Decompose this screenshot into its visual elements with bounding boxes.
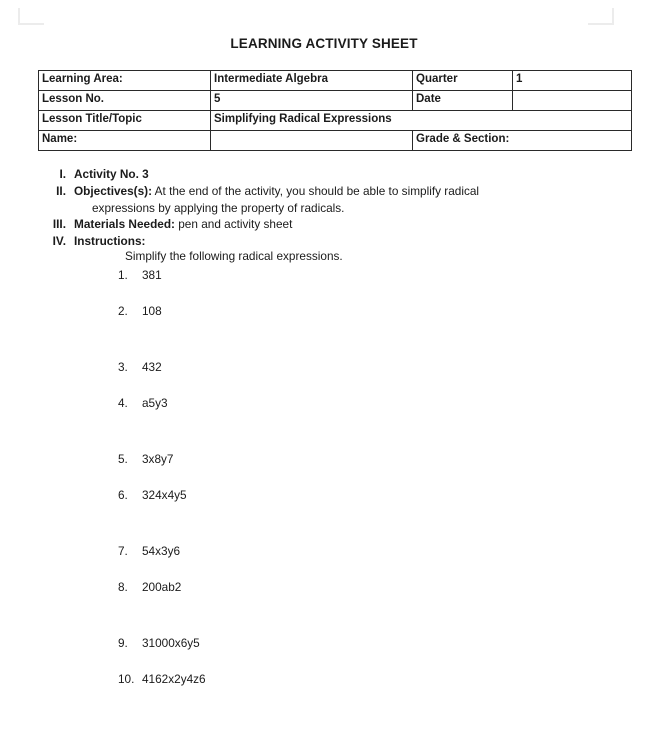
exercise-expression: 200ab2: [142, 580, 182, 594]
exercise-number: 3.: [118, 360, 128, 374]
list-item: [118, 544, 538, 559]
instruction-text: Simplify the following radical expressions.: [125, 249, 343, 263]
cell-date-value: [513, 91, 632, 111]
spacer: [118, 559, 538, 580]
table-row: [39, 131, 632, 151]
outline-content: [74, 166, 620, 183]
exercise-number: 5.: [118, 452, 128, 466]
table-row: [39, 71, 632, 91]
exercise-number: 9.: [118, 636, 128, 650]
list-item: [118, 396, 538, 411]
cell-name-label: Name:: [39, 131, 211, 151]
cell-learning-area-label: Learning Area:: [39, 71, 211, 91]
list-item: [118, 580, 538, 595]
exercise-expression: 31000x6y5: [142, 636, 200, 650]
exercise-number: 7.: [118, 544, 128, 558]
activity-outline: [40, 166, 620, 250]
cell-lesson-title-label: Lesson Title/Topic: [39, 111, 211, 131]
list-item: [118, 672, 538, 687]
outline-lead: Materials Needed:: [74, 217, 175, 232]
outline-item-activity: [40, 166, 620, 183]
outline-lead: Instructions:: [74, 234, 146, 248]
list-item: [118, 452, 538, 467]
outline-item-materials: [40, 216, 620, 233]
outline-text: pen and activity sheet: [174, 217, 293, 232]
lesson-info-table: [38, 70, 632, 151]
outline-numeral: II.: [56, 183, 66, 198]
crop-mark-top-left: [18, 8, 44, 25]
spacer: [118, 503, 538, 544]
crop-mark-top-right: [588, 8, 614, 25]
exercise-number: 8.: [118, 580, 128, 594]
outline-continuation: expressions by applying the property of radicals.: [92, 200, 345, 215]
exercise-expression: 381: [142, 268, 162, 282]
outline-content: [74, 216, 620, 233]
list-item: [118, 268, 538, 283]
list-item: [118, 304, 538, 319]
spacer: [118, 411, 538, 452]
cell-date-label: Date: [413, 91, 513, 111]
outline-numeral: III.: [52, 217, 66, 232]
table-row: [39, 91, 632, 111]
cell-learning-area-value: Intermediate Algebra: [211, 71, 413, 91]
exercise-expression: 432: [142, 360, 162, 374]
cell-quarter-value: 1: [513, 71, 632, 91]
exercise-number: 4.: [118, 396, 128, 410]
outline-numeral: IV.: [52, 234, 66, 248]
list-item: [118, 488, 538, 503]
exercise-list: [118, 268, 538, 687]
cell-lesson-no-value: 5: [211, 91, 413, 111]
list-item: [118, 636, 538, 651]
cell-name-value: [211, 131, 413, 151]
outline-lead: Objectives(s):: [74, 183, 153, 198]
outline-lead: Activity No. 3: [74, 167, 149, 181]
exercise-expression: 54x3y6: [142, 544, 181, 558]
exercise-expression: 4162x2y4z6: [142, 672, 206, 686]
exercise-number: 2.: [118, 304, 128, 318]
outline-item-objectives: [40, 183, 620, 217]
outline-numeral: I.: [59, 167, 66, 181]
exercise-number: 10.: [118, 672, 135, 686]
exercise-expression: 3x8y7: [142, 452, 174, 466]
cell-lesson-title-value: Simplifying Radical Expressions: [211, 111, 632, 131]
page-title: LEARNING ACTIVITY SHEET: [230, 36, 418, 51]
exercise-expression: 108: [142, 304, 162, 318]
spacer: [118, 283, 538, 304]
spacer: [118, 595, 538, 636]
outline-content: [74, 183, 620, 217]
spacer: [118, 319, 538, 360]
cell-quarter-label: Quarter: [413, 71, 513, 91]
exercise-number: 6.: [118, 488, 128, 502]
spacer: [118, 651, 538, 672]
list-item: [118, 360, 538, 375]
outline-text: At the end of the activity, you should be able to simplify radical: [152, 183, 480, 198]
spacer: [118, 467, 538, 488]
table-row: [39, 111, 632, 131]
spacer: [118, 375, 538, 396]
exercise-expression: a5y3: [142, 396, 168, 410]
exercise-number: 1.: [118, 268, 128, 282]
exercise-expression: 324x4y5: [142, 488, 187, 502]
cell-lesson-no-label: Lesson No.: [39, 91, 211, 111]
cell-grade-section-label: Grade & Section:: [413, 131, 632, 151]
